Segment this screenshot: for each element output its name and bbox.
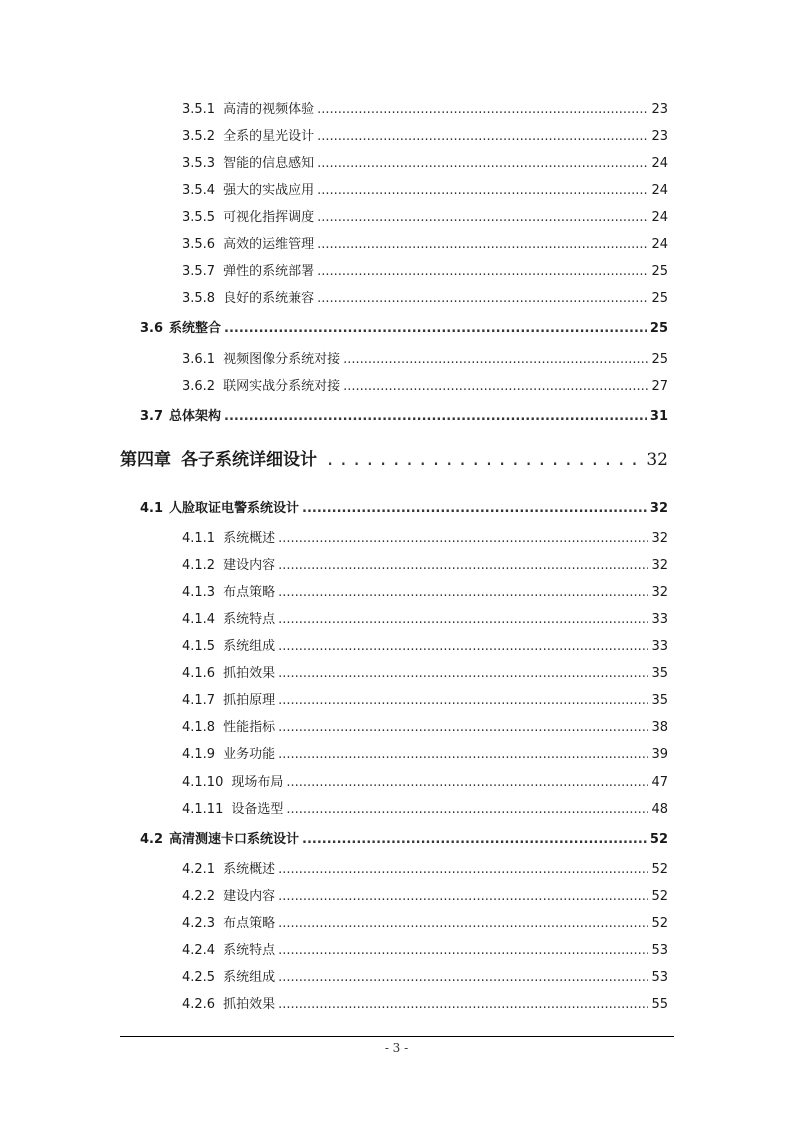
toc-dot-leader [224, 410, 647, 423]
toc-entry-number: 4.1.1 [182, 531, 216, 546]
toc-subsection-entry[interactable] [182, 265, 668, 278]
toc-entry-title: 抓拍效果 [223, 997, 276, 1012]
toc-page-number: 23 [651, 129, 668, 144]
toc-page-number: 32 [651, 585, 668, 600]
toc-subsection-entry[interactable] [182, 748, 668, 761]
toc-page-number: 53 [651, 943, 668, 958]
toc-dot-leader [317, 211, 648, 224]
toc-entry-title: 业务功能 [223, 747, 276, 762]
toc-dot-leader [278, 694, 648, 707]
toc-dot-leader [224, 322, 647, 335]
toc-dot-leader [317, 265, 648, 278]
toc-entry-title: 视频图像分系统对接 [223, 352, 341, 367]
toc-entry-number: 3.5.5 [182, 210, 216, 225]
toc-entry-number: 3.7 [140, 409, 164, 424]
toc-page-number: 33 [651, 612, 668, 627]
toc-page-number: 23 [651, 102, 668, 117]
toc-entry-number: 4.2.2 [182, 889, 216, 904]
toc-entry-title: 可视化指挥调度 [223, 210, 315, 225]
toc-entry-title: 联网实战分系统对接 [223, 379, 341, 394]
toc-dot-leader [317, 103, 648, 116]
toc-dot-leader [278, 748, 648, 761]
toc-entry-title: 智能的信息感知 [223, 156, 315, 171]
toc-entry-title: 高清测速卡口系统设计 [169, 832, 300, 847]
toc-entry-title: 全系的星光设计 [223, 129, 315, 144]
toc-entry-number: 4.2.4 [182, 943, 216, 958]
toc-entry-title: 总体架构 [169, 409, 222, 424]
toc-subsection-entry[interactable] [182, 917, 668, 930]
toc-dot-leader [278, 640, 648, 653]
toc-dot-leader [278, 613, 648, 626]
toc-dot-leader [317, 157, 648, 170]
toc-entry-number: 3.5.3 [182, 156, 216, 171]
toc-page-number: 35 [651, 666, 668, 681]
toc-dot-leader [343, 353, 648, 366]
toc-entry-number: 4.1.4 [182, 612, 216, 627]
toc-entry-title: 系统特点 [223, 612, 276, 627]
toc-page-number: 52 [649, 832, 668, 847]
toc-entry-title: 布点策略 [223, 916, 276, 931]
toc-entry-number: 4.1.6 [182, 666, 216, 681]
toc-subsection-entry[interactable] [182, 238, 668, 251]
toc-subsection-entry[interactable] [182, 694, 668, 707]
toc-entry-title: 现场布局 [231, 775, 284, 790]
toc-dot-leader [278, 559, 648, 572]
toc-dot-leader [317, 292, 648, 305]
toc-dot-leader [278, 890, 648, 903]
toc-page-number: 52 [651, 916, 668, 931]
toc-entry-title: 良好的系统兼容 [223, 291, 315, 306]
toc-subsection-entry[interactable] [182, 803, 668, 816]
toc-subsection-entry[interactable] [182, 292, 668, 305]
toc-subsection-entry[interactable] [182, 998, 668, 1011]
toc-subsection-entry[interactable] [182, 613, 668, 626]
toc-entry-number: 3.6.1 [182, 352, 216, 367]
toc-entry-number: 4.1.2 [182, 558, 216, 573]
toc-entry-title: 建设内容 [223, 889, 276, 904]
toc-entry-title: 系统组成 [223, 639, 276, 654]
toc-dot-leader [317, 238, 648, 251]
toc-entry-number: 4.1.9 [182, 747, 216, 762]
toc-section-entry[interactable] [140, 410, 668, 423]
toc-page-number: 38 [651, 720, 668, 735]
toc-page-number: 47 [651, 775, 668, 790]
toc-page-number: 27 [651, 379, 668, 394]
toc-page-number: 32 [651, 558, 668, 573]
toc-dot-leader [317, 130, 648, 143]
toc-subsection-entry[interactable] [182, 863, 668, 876]
toc-page-number: 32 [646, 450, 668, 470]
toc-entry-number: 3.5.1 [182, 102, 216, 117]
toc-entry-number: 4.1.5 [182, 639, 216, 654]
toc-page-number: 35 [651, 693, 668, 708]
toc-subsection-entry[interactable] [182, 586, 668, 599]
toc-dot-leader [278, 971, 648, 984]
toc-subsection-entry[interactable] [182, 380, 668, 393]
toc-entry-number: 4.2.6 [182, 997, 216, 1012]
toc-subsection-entry[interactable] [182, 103, 668, 116]
toc-subsection-entry[interactable] [182, 184, 668, 197]
toc-subsection-entry[interactable] [182, 971, 668, 984]
toc-entry-number: 3.5.2 [182, 129, 216, 144]
toc-entry-number: 4.1.3 [182, 585, 216, 600]
toc-page-number: 24 [651, 237, 668, 252]
toc-page-number: 52 [651, 862, 668, 877]
toc-page-number: 24 [651, 210, 668, 225]
toc-entry-title: 抓拍效果 [223, 666, 276, 681]
toc-dot-leader [286, 776, 648, 789]
toc-page-number: 53 [651, 970, 668, 985]
toc-entry-number: 3.6.2 [182, 379, 216, 394]
toc-entry-title: 系统特点 [223, 943, 276, 958]
toc-dot-leader [302, 502, 647, 515]
toc-page-number: 24 [651, 156, 668, 171]
toc-entry-number: 3.6 [140, 321, 164, 336]
toc-entry-title: 抓拍原理 [223, 693, 276, 708]
toc-section-entry[interactable] [140, 833, 668, 846]
toc-entry-title: 高效的运维管理 [223, 237, 315, 252]
toc-page-number: 55 [651, 997, 668, 1012]
toc-dot-leader [286, 803, 648, 816]
toc-chapter-entry[interactable] [120, 452, 668, 469]
toc-entry-title: 系统整合 [169, 321, 222, 336]
toc-entry-number: 4.2.1 [182, 862, 216, 877]
toc-entry-number: 3.5.6 [182, 237, 216, 252]
toc-entry-number: 3.5.7 [182, 264, 216, 279]
toc-page-number: 25 [651, 291, 668, 306]
toc-page-number: 48 [651, 802, 668, 817]
toc-entry-number: 3.5.8 [182, 291, 216, 306]
toc-entry-title: 系统概述 [223, 862, 276, 877]
toc-entry-number: 4.2.3 [182, 916, 216, 931]
toc-entry-number: 4.1.11 [182, 802, 224, 817]
toc-dot-leader [278, 917, 648, 930]
toc-subsection-entry[interactable] [182, 532, 668, 545]
toc-page-number: 25 [651, 352, 668, 367]
toc-page-number: 25 [651, 264, 668, 279]
toc-entry-title: 人脸取证电警系统设计 [169, 501, 300, 516]
footer-divider [120, 1036, 674, 1037]
toc-subsection-entry[interactable] [182, 721, 668, 734]
toc-subsection-entry[interactable] [182, 944, 668, 957]
toc-page-number: 39 [651, 747, 668, 762]
toc-entry-title: 系统组成 [223, 970, 276, 985]
toc-entry-title: 系统概述 [223, 531, 276, 546]
toc-dot-leader [278, 586, 648, 599]
toc-entry-title: 性能指标 [223, 720, 276, 735]
toc-page-number: 25 [649, 321, 668, 336]
toc-subsection-entry[interactable] [182, 776, 668, 789]
toc-dot-leader [325, 452, 638, 469]
toc-entry-number: 4.2.5 [182, 970, 216, 985]
toc-subsection-entry[interactable] [182, 640, 668, 653]
toc-dot-leader [317, 184, 648, 197]
toc-dot-leader [278, 863, 648, 876]
toc-entry-title: 设备选型 [231, 802, 284, 817]
toc-dot-leader [302, 833, 647, 846]
toc-dot-leader [278, 944, 648, 957]
toc-page-number: 31 [649, 409, 668, 424]
toc-entry-title: 弹性的系统部署 [223, 264, 315, 279]
toc-entry-number: 4.1.7 [182, 693, 216, 708]
toc-page-number: 33 [651, 639, 668, 654]
toc-entry-number: 4.1.8 [182, 720, 216, 735]
toc-entry-title: 布点策略 [223, 585, 276, 600]
toc-entry-title: 建设内容 [223, 558, 276, 573]
toc-dot-leader [343, 380, 648, 393]
toc-page-number: 32 [651, 531, 668, 546]
toc-subsection-entry[interactable] [182, 667, 668, 680]
toc-entry-title: 强大的实战应用 [223, 183, 315, 198]
toc-page-number: 32 [649, 501, 668, 516]
toc-subsection-entry[interactable] [182, 211, 668, 224]
toc-entry-title: 高清的视频体验 [223, 102, 315, 117]
toc-subsection-entry[interactable] [182, 890, 668, 903]
toc-dot-leader [278, 667, 648, 680]
toc-section-entry[interactable] [140, 502, 668, 515]
toc-page-number: 24 [651, 183, 668, 198]
toc-entry-number: 4.1 [140, 501, 164, 516]
toc-dot-leader [278, 532, 648, 545]
page-number: - 3 - [384, 1041, 409, 1055]
toc-entry-title: 各子系统详细设计 [181, 450, 317, 470]
toc-dot-leader [278, 721, 648, 734]
toc-section-entry[interactable] [140, 322, 668, 335]
toc-entry-number: 3.5.4 [182, 183, 216, 198]
toc-subsection-entry[interactable] [182, 157, 668, 170]
toc-subsection-entry[interactable] [182, 559, 668, 572]
toc-entry-number: 4.1.10 [182, 775, 224, 790]
toc-entry-number: 4.2 [140, 832, 164, 847]
toc-subsection-entry[interactable] [182, 130, 668, 143]
toc-entry-number: 第四章 [120, 450, 171, 470]
toc-subsection-entry[interactable] [182, 353, 668, 366]
toc-dot-leader [278, 998, 648, 1011]
toc-page-number: 52 [651, 889, 668, 904]
